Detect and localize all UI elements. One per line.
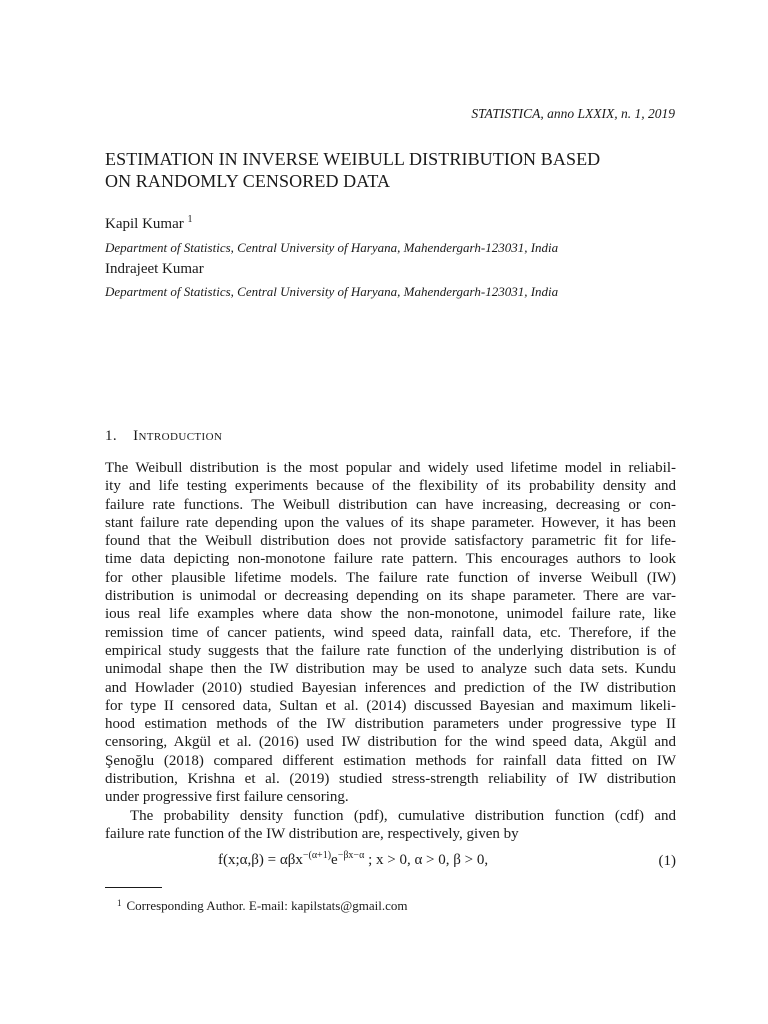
- paragraph-line: The Weibull distribution is the most popular and widely used lifetime model in reliabil-: [105, 460, 676, 476]
- paragraph-line: The probability density function (pdf), cumulative distribution function (cdf) and: [130, 808, 676, 824]
- footnote-divider: [105, 887, 162, 888]
- paragraph-line: time data depicting non-monotone failure rate pattern. This encourages authors to look: [105, 551, 676, 568]
- equation-base-e: e: [331, 852, 338, 868]
- paragraph-line: remission time of cancer patients, wind speed data, rainfall data, etc. Therefore, if the: [105, 624, 676, 641]
- section-title: Introduction: [133, 428, 223, 444]
- equation-exponent-2: −βx−α: [337, 850, 365, 861]
- paragraph-line: stant failure rate depending upon the values of its shape parameter. However, it has been: [105, 514, 676, 531]
- equation-number: (1): [658, 853, 676, 869]
- paragraph-line: failure rate functions. The Weibull distribution can have increasing, decreasing or con-: [105, 496, 676, 513]
- equation-conditions: ; x > 0, α > 0, β > 0,: [364, 852, 489, 868]
- intro-paragraph-2: [105, 807, 676, 844]
- paragraph-line: distribution, Krishna et al. (2019) studied stress-strength reliability of IW distribution: [105, 771, 676, 788]
- title-line-1: ESTIMATION IN INVERSE WEIBULL DISTRIBUTION BASED: [105, 149, 601, 169]
- paragraph-line: ious real life examples where data show the non-monotone, unimodel failure rate, like: [105, 606, 676, 623]
- paragraph-line: distribution is unimodal or decreasing depending on its shape parameter. There are var-: [105, 588, 676, 605]
- author-1-name: Kapil Kumar: [105, 216, 184, 232]
- author-2: [105, 261, 204, 278]
- paragraph-line: Şenoğlu (2018) compared different estimation methods for rainfall data fitted on IW: [105, 752, 676, 769]
- paragraph-line: for other plausible lifetime models. The failure rate function of inverse Weibull (IW): [105, 569, 676, 586]
- paragraph-line: hood estimation methods of the IW distribution parameters under progressive type II: [105, 716, 676, 733]
- paragraph-line: failure rate function of the IW distribution are, respectively, given by: [105, 826, 519, 843]
- paragraph-line: empirical study suggests that the failure rate function of the underlying distribution is of: [105, 642, 676, 659]
- paragraph-line: under progressive first failure censoring.: [105, 789, 349, 806]
- author-2-affiliation: Department of Statistics, Central University of Haryana, Mahendergarh-123031, India: [105, 284, 559, 299]
- paragraph-line: for type II censored data, Sultan et al. (2014) discussed Bayesian and maximum likeli-: [105, 697, 676, 714]
- title-line-2: ON RANDOMLY CENSORED DATA: [105, 171, 391, 191]
- paragraph-line: and Howlader (2010) studied Bayesian inferences and prediction of the IW distribution: [105, 679, 676, 696]
- footnote-text: Corresponding Author. E-mail: kapilstats@gmail.com: [126, 898, 408, 913]
- section-number: 1.: [105, 428, 118, 444]
- author-1: [105, 216, 192, 233]
- footnote-mark: 1: [117, 898, 122, 908]
- pdf-equation: [218, 852, 488, 869]
- author-1-footnote-mark: 1: [187, 214, 193, 225]
- section-heading: [105, 428, 222, 445]
- paragraph-line: found that the Weibull distribution does not provide satisfactory parametric fit for life-: [105, 533, 676, 550]
- paper-title: [105, 148, 680, 192]
- footnote: [117, 898, 407, 914]
- author-2-name: Indrajeet Kumar: [105, 261, 204, 277]
- author-1-affiliation: Department of Statistics, Central University of Haryana, Mahendergarh-123031, India: [105, 240, 559, 255]
- paragraph-line: censoring, Akgül et al. (2016) used IW distribution for the wind speed data, Akgül and: [105, 734, 676, 751]
- intro-paragraph-1: [105, 459, 676, 807]
- equation-lhs: f(x;α,β) = αβx: [218, 852, 303, 868]
- journal-header: STATISTICA, anno LXXIX, n. 1, 2019: [471, 106, 675, 121]
- equation-exponent-1: −(α+1): [302, 850, 332, 861]
- paragraph-line: unimodal shape then the IW distribution may be used to analyze such data sets. Kundu: [105, 661, 676, 678]
- paragraph-line: ity and life testing experiments because of the flexibility of its probability density and: [105, 478, 676, 495]
